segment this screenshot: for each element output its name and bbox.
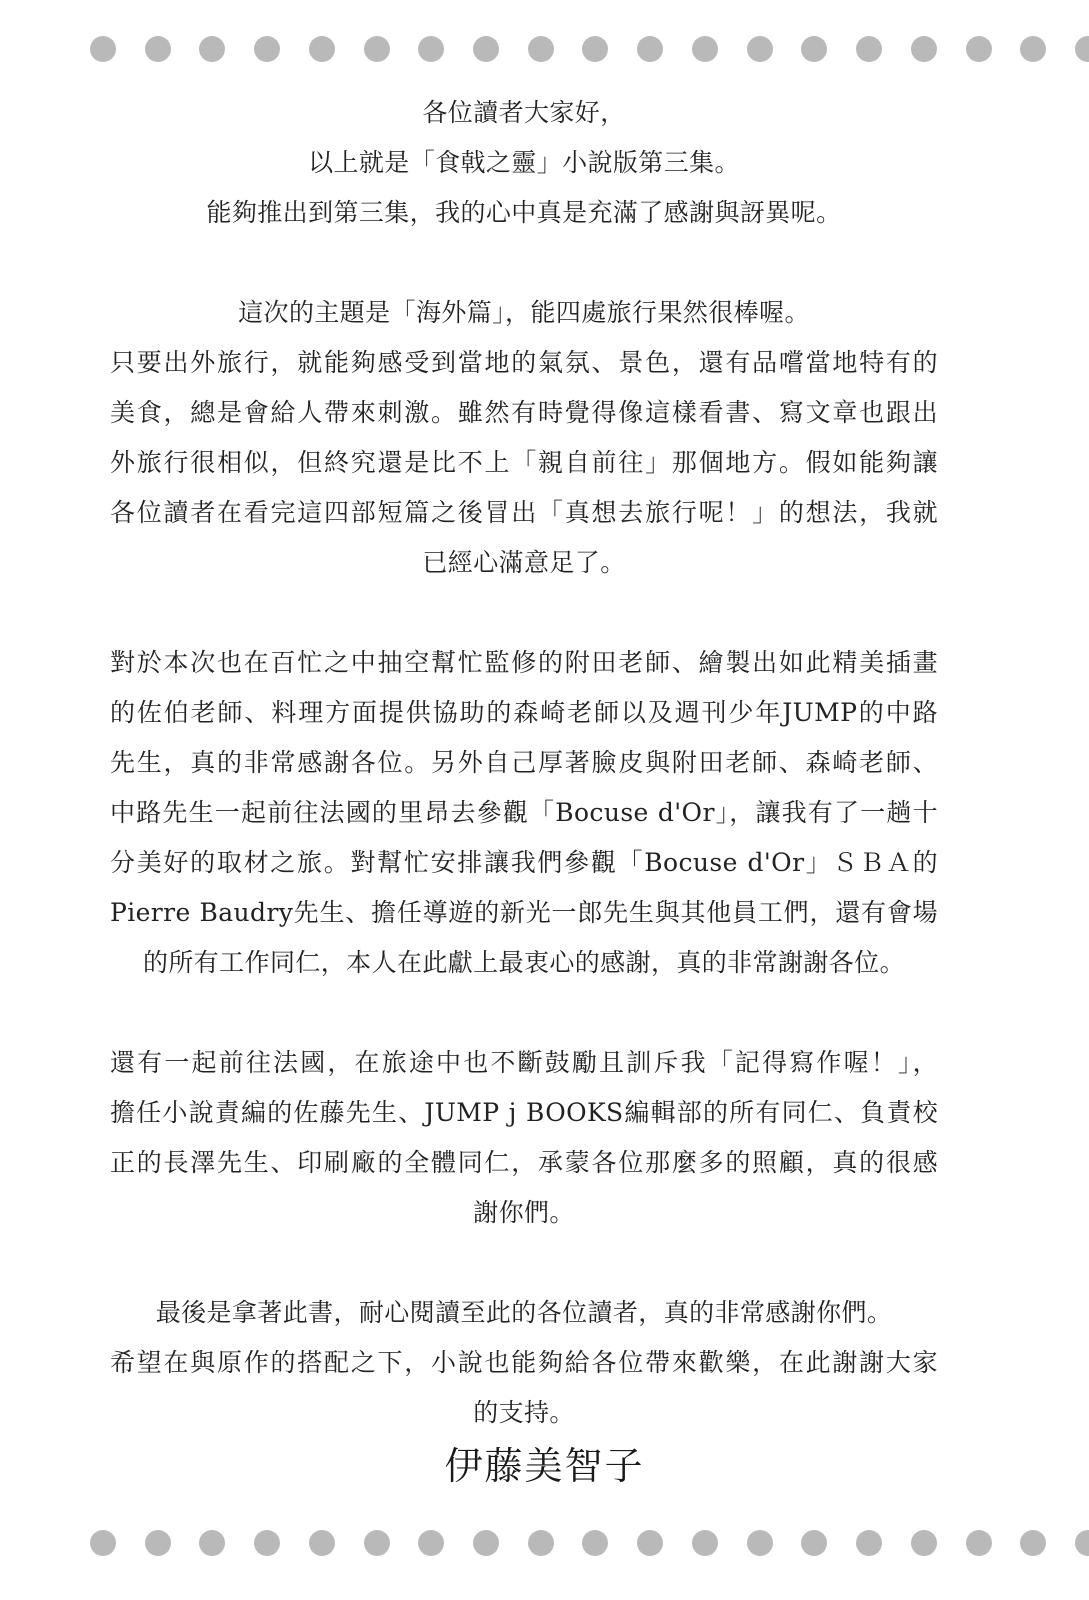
paragraph-theme (110, 288, 938, 588)
dot-ornament (966, 36, 992, 62)
dot-ornament (90, 36, 116, 62)
dot-ornament (692, 1530, 718, 1556)
dot-ornament (418, 36, 444, 62)
dot-ornament (145, 1530, 171, 1556)
dot-ornament (199, 36, 225, 62)
dot-ornament (801, 36, 827, 62)
dot-ornament (418, 1530, 444, 1556)
dot-ornament (801, 1530, 827, 1556)
dot-ornament (309, 1530, 335, 1556)
dot-ornament (1020, 1530, 1046, 1556)
text-line: 還有一起前往法國，在旅途中也不斷鼓勵且訓斥我「記得寫作喔！」， (110, 1048, 938, 1077)
text-line: 外旅行很相似，但終究還是比不上「親自前往」那個地方。假如能夠讓 (110, 448, 938, 477)
dot-ornament (582, 36, 608, 62)
dot-ornament (473, 1530, 499, 1556)
dot-ornament (911, 36, 937, 62)
paragraph-greeting (110, 88, 938, 238)
text-line: 的所有工作同仁，本人在此獻上最衷心的感謝，真的非常謝謝各位。 (142, 948, 905, 977)
text-line: 先生，真的非常感謝各位。另外自己厚著臉皮與附田老師、森崎老師、 (110, 748, 938, 777)
paragraph-thanks-readers (110, 1288, 938, 1438)
bottom-dot-border (0, 1528, 1089, 1558)
dot-ornament (254, 36, 280, 62)
text-line: 擔任小說責編的佐藤先生、JUMP j BOOKS編輯部的所有同仁、負責校 (110, 1098, 938, 1127)
afterword-body (110, 88, 938, 1438)
text-line: 以上就是「食戟之靈」小說版第三集。 (308, 148, 740, 177)
text-line: 已經心滿意足了。 (422, 548, 626, 577)
text-line: 美食，總是會給人帶來刺激。雖然有時覺得像這樣看書、寫文章也跟出 (110, 398, 938, 427)
text-line: 這次的主題是「海外篇」，能四處旅行果然很棒喔。 (238, 298, 810, 327)
dot-ornament (145, 36, 171, 62)
text-line: 的佐伯老師、料理方面提供協助的森崎老師以及週刊少年JUMP的中路 (110, 698, 938, 727)
dot-ornament (856, 1530, 882, 1556)
dot-ornament (473, 36, 499, 62)
text-line: 對於本次也在百忙之中抽空幫忙監修的附田老師、繪製出如此精美插畫 (110, 648, 938, 677)
dot-ornament (747, 1530, 773, 1556)
dot-ornament (254, 1530, 280, 1556)
dot-ornament (528, 1530, 554, 1556)
dot-ornament (1075, 1530, 1089, 1556)
text-line: 的支持。 (473, 1398, 575, 1427)
dot-ornament (637, 36, 663, 62)
dot-ornament (199, 1530, 225, 1556)
dot-ornament (911, 1530, 937, 1556)
text-line: 分美好的取材之旅。對幫忙安排讓我們參觀「Bocuse d'Or」ＳＢＡ的 (110, 848, 938, 877)
text-line: Pierre Baudry先生、擔任導遊的新光一郎先生與其他員工們，還有會場 (110, 898, 938, 927)
text-line: 只要出外旅行，就能夠感受到當地的氣氛、景色，還有品嚐當地特有的 (110, 348, 938, 377)
text-line: 各位讀者在看完這四部短篇之後冒出「真想去旅行呢！」的想法，我就 (110, 498, 938, 527)
text-line: 最後是拿著此書，耐心閱讀至此的各位讀者，真的非常感謝你們。 (155, 1298, 893, 1327)
text-line: 謝你們。 (473, 1198, 575, 1227)
paragraph-thanks-collaborators (110, 638, 938, 988)
text-line: 各位讀者大家好， (422, 98, 626, 127)
text-line: 正的長澤先生、印刷廠的全體同仁，承蒙各位那麼多的照顧，真的很感 (110, 1148, 938, 1177)
dot-ornament (637, 1530, 663, 1556)
dot-ornament (692, 36, 718, 62)
dot-ornament (90, 1530, 116, 1556)
text-line: 希望在與原作的搭配之下，小說也能夠給各位帶來歡樂，在此謝謝大家 (110, 1348, 938, 1377)
dot-ornament (309, 36, 335, 62)
dot-ornament (582, 1530, 608, 1556)
top-dot-border (0, 34, 1089, 64)
dot-ornament (747, 36, 773, 62)
dot-ornament (1020, 36, 1046, 62)
text-line: 中路先生一起前往法國的里昂去參觀「Bocuse d'Or」，讓我有了一趟十 (110, 798, 938, 827)
dot-ornament (364, 1530, 390, 1556)
paragraph-thanks-editors (110, 1038, 938, 1238)
dot-ornament (364, 36, 390, 62)
text-line: 能夠推出到第三集，我的心中真是充滿了感謝與訝異呢。 (206, 198, 842, 227)
dot-ornament (966, 1530, 992, 1556)
dot-ornament (856, 36, 882, 62)
author-signature: 伊藤美智子 (444, 1444, 645, 1488)
dot-ornament (528, 36, 554, 62)
dot-ornament (1075, 36, 1089, 62)
